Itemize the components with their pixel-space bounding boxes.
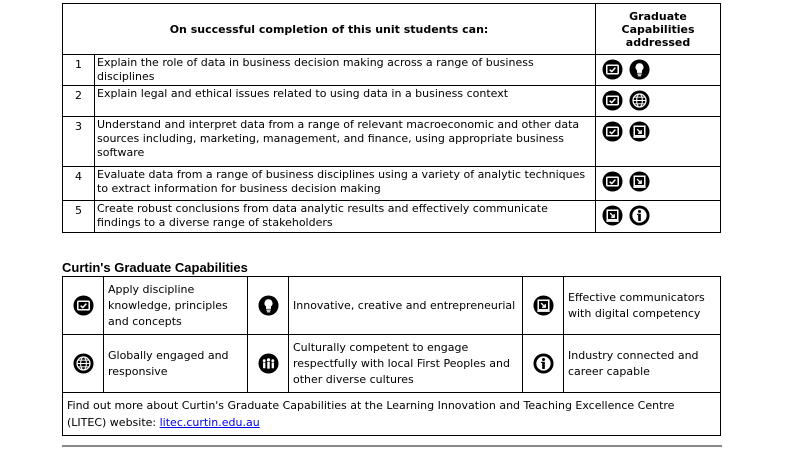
outcome-number: 2: [63, 86, 95, 117]
outcome-text: Understand and interpret data from a range of relevant macroeconomic and other data sources including, marketing, management, and finance, using appropriate business software: [95, 117, 596, 167]
knowledge-icon: [602, 121, 623, 142]
capabilities-row: [63, 277, 721, 335]
outcome-capability-icons: [596, 55, 721, 86]
outcomes-header-main: On successful completion of this unit students can:: [63, 4, 596, 55]
capability-text: Culturally competent to engage respectfully with local First Peoples and other diverse cultures: [289, 335, 523, 393]
header-caps-line-2: Capabilities: [621, 22, 695, 36]
capability-icon-cell: [63, 277, 104, 335]
outcome-number: 1: [63, 55, 95, 86]
globe-icon: [629, 90, 650, 111]
digital-communication-icon: [629, 121, 650, 142]
industry-icon: [629, 205, 650, 226]
outcome-number: 4: [63, 167, 95, 201]
lightbulb-icon: [629, 59, 650, 80]
knowledge-icon: [602, 171, 623, 192]
capability-icon-cell: [523, 277, 564, 335]
capabilities-row: [63, 335, 721, 393]
outcome-row: [63, 201, 721, 233]
capability-icon-cell: [248, 277, 289, 335]
capabilities-title: Curtin's Graduate Capabilities: [62, 260, 248, 275]
learning-outcomes-table: [62, 3, 721, 233]
outcome-text: Evaluate data from a range of business disciplines using a variety of analytic techniques to extract information for business decision making: [95, 167, 596, 201]
digital-communication-icon: [629, 171, 650, 192]
outcome-number: 5: [63, 201, 95, 233]
lightbulb-icon: [258, 295, 279, 316]
knowledge-icon: [602, 59, 623, 80]
globe-icon: [73, 353, 94, 374]
outcome-row: [63, 117, 721, 167]
outcome-capability-icons: [596, 117, 721, 167]
digital-communication-icon: [602, 205, 623, 226]
bottom-divider: [62, 445, 722, 447]
capability-icon-cell: [248, 335, 289, 393]
outcome-text: Explain legal and ethical issues related to using data in a business context: [95, 86, 596, 117]
litec-link[interactable]: litec.curtin.edu.au: [159, 416, 260, 429]
header-caps-line-1: Graduate: [629, 9, 687, 23]
people-icon: [258, 353, 279, 374]
outcome-row: [63, 55, 721, 86]
outcome-capability-icons: [596, 167, 721, 201]
knowledge-icon: [602, 90, 623, 111]
capability-text: Industry connected and career capable: [564, 335, 721, 393]
outcomes-header-row: [63, 4, 721, 55]
header-caps-line-3: addressed: [625, 35, 691, 49]
capability-icon-cell: [63, 335, 104, 393]
outcome-text: Explain the role of data in business decision making across a range of business disciplines: [95, 55, 596, 86]
capability-text: Effective communicators with digital competency: [564, 277, 721, 335]
capability-text: Globally engaged and responsive: [104, 335, 248, 393]
outcome-text: Create robust conclusions from data analytic results and effectively communicate findings to a diverse range of stakeholders: [95, 201, 596, 233]
capabilities-footer: [63, 393, 721, 436]
footer-text: Find out more about Curtin's Graduate Capabilities at the Learning Innovation and Teaching Excellence Centre (LITEC) website:: [67, 399, 675, 429]
capability-icon-cell: [523, 335, 564, 393]
knowledge-icon: [73, 295, 94, 316]
capabilities-footer-row: [63, 393, 721, 436]
capability-text: Innovative, creative and entrepreneurial: [289, 277, 523, 335]
outcomes-header-capabilities: [596, 4, 721, 55]
outcome-capability-icons: [596, 86, 721, 117]
outcome-capability-icons: [596, 201, 721, 233]
industry-icon: [533, 353, 554, 374]
outcome-number: 3: [63, 117, 95, 167]
digital-communication-icon: [533, 295, 554, 316]
outcome-row: [63, 86, 721, 117]
capabilities-table: [62, 276, 721, 436]
capability-text: Apply discipline knowledge, principles and concepts: [104, 277, 248, 335]
outcome-row: [63, 167, 721, 201]
